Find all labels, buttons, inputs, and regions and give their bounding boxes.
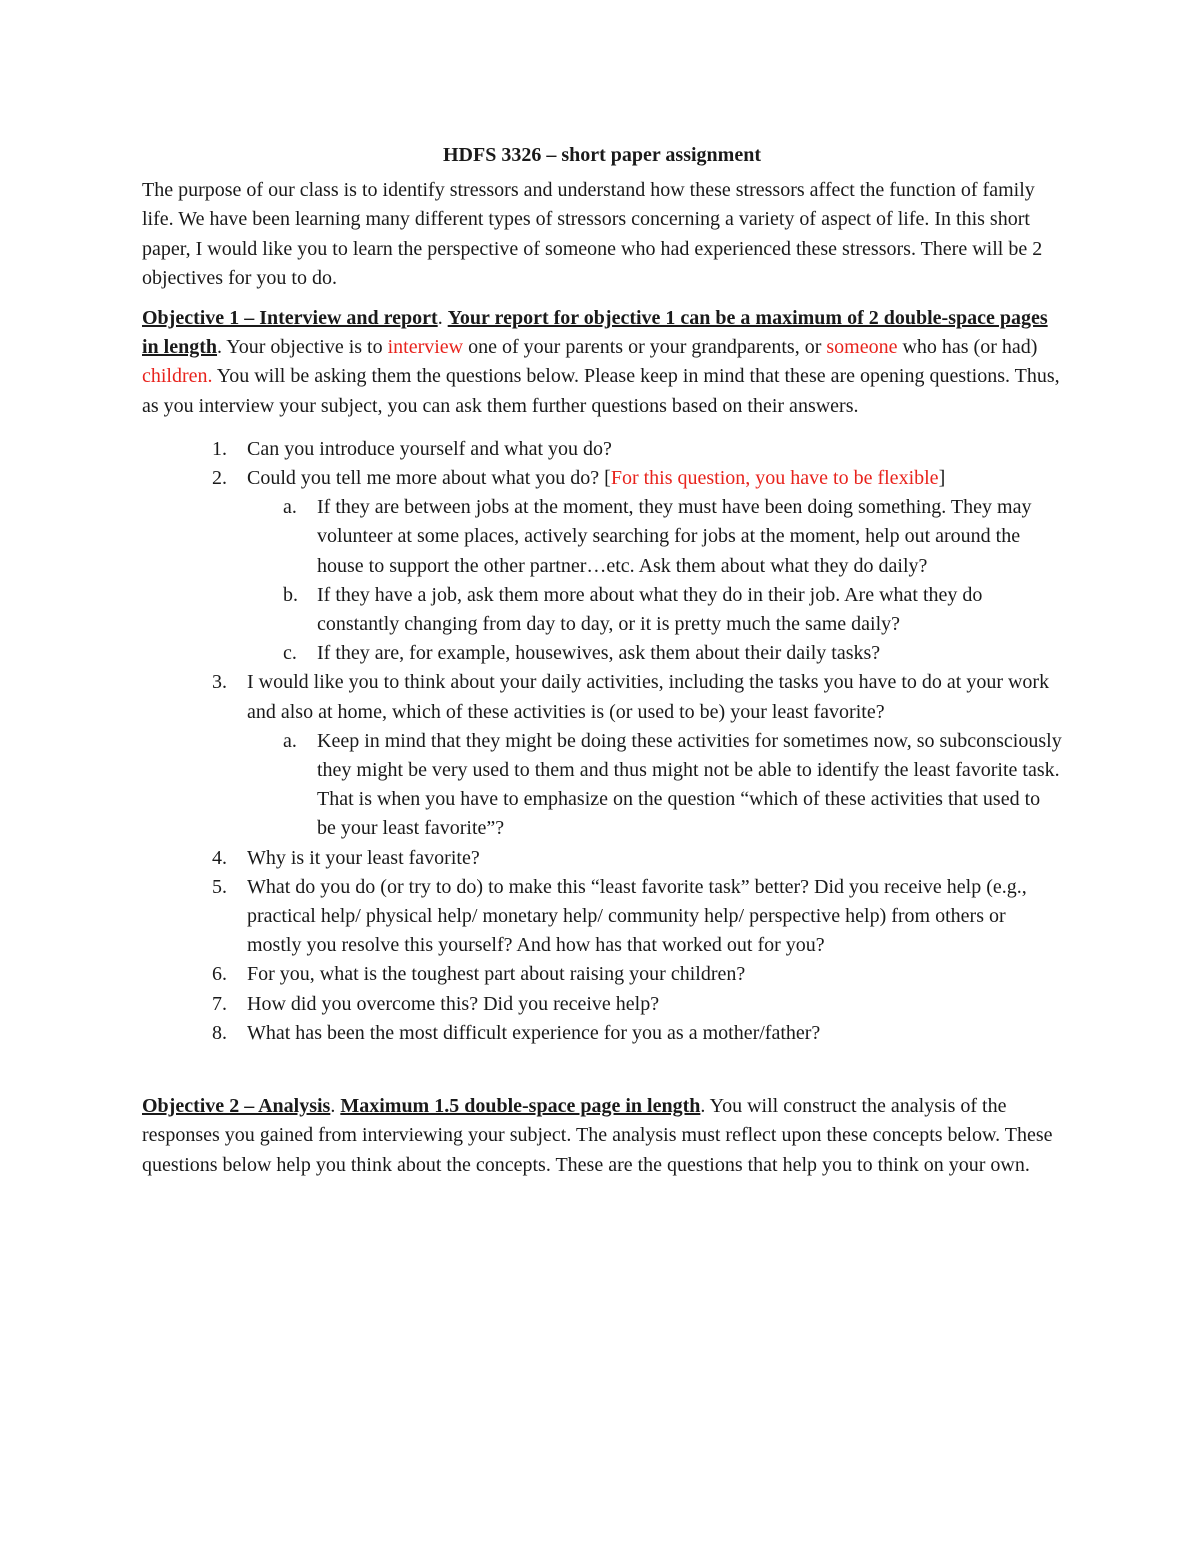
- intro-paragraph: The purpose of our class is to identify stressors and understand how these stressors affect the function of family life. We have been learning many different types of stressors concerning a variety of aspect of life. In this short paper, I would like you to learn the perspective of someone who had experienced these stressors. There will be 2 objectives for you to do.: [142, 179, 1043, 289]
- question-item: [142, 873, 1062, 961]
- document-page: [142, 141, 1062, 1180]
- sub-question-item: [247, 639, 1062, 668]
- sub-question-list: [247, 493, 1062, 668]
- question-item: [142, 960, 1062, 989]
- question-text: How did you overcome this? Did you receive help?: [247, 992, 660, 1015]
- question-item: [142, 464, 1062, 668]
- objective-1-text-d: You will be asking them the questions below. Please keep in mind that these are opening questions. Thus, as you interview your subject, you can ask them further questions based on their answers.: [142, 365, 1060, 417]
- objective-2-paragraph: [142, 1092, 1062, 1180]
- sub-question-text: If they have a job, ask them more about what they do in their job. Are what they do constantly changing from day to day, or it is pretty much the same daily?: [317, 583, 983, 636]
- objective-2-text: . You will construct the analysis of the responses you gained from interviewing your subject. The analysis must reflect upon these concepts below. These questions below help you think about the concepts. These are the questions that help you to think on your own.: [142, 1095, 1053, 1176]
- objective-1-requirement: Your report for objective 1 can be a maximum of 2 double-space pages in length: [142, 307, 1048, 359]
- sub-question-item: [247, 581, 1062, 639]
- question-note-highlight: For this question, you have to be flexible: [610, 467, 939, 490]
- objective-1-text-b: one of your parents or your grandparents, or: [463, 336, 827, 359]
- sub-question-letter: a.: [283, 496, 297, 519]
- page-title: HDFS 3326 – short paper assignment: [443, 144, 761, 166]
- question-item: [142, 990, 1062, 1019]
- question-number: 1.: [212, 437, 227, 460]
- objective-1-text-a: . Your objective is to: [217, 336, 388, 359]
- sub-question-item: [247, 493, 1062, 581]
- question-text: For you, what is the toughest part about raising your children?: [247, 963, 746, 986]
- question-item: [142, 668, 1062, 843]
- objective-2-separator: .: [330, 1095, 341, 1118]
- question-number: 3.: [212, 671, 227, 694]
- question-item: [142, 1019, 1062, 1048]
- question-text: Can you introduce yourself and what you do?: [247, 437, 612, 460]
- question-item: [142, 844, 1062, 873]
- sub-question-text: Keep in mind that they might be doing these activities for sometimes now, so subconsciously they might be very used to them and thus might not be able to identify the least favorite task. That is when you have to emphasize on the question “which of these activities that used to be your least favorite”?: [317, 729, 1062, 840]
- objective-1-text-c: who has (or had): [897, 336, 1038, 359]
- sub-question-letter: a.: [283, 729, 297, 752]
- objective-1-heading: Objective 1 – Interview and report: [142, 307, 438, 330]
- sub-question-letter: c.: [283, 642, 297, 665]
- question-number: 2.: [212, 467, 227, 490]
- question-number: 5.: [212, 875, 227, 898]
- objective-1-separator: .: [437, 307, 448, 330]
- objective-1-paragraph: [142, 304, 1062, 421]
- question-text: What has been the most difficult experience for you as a mother/father?: [247, 1021, 821, 1044]
- sub-question-list: [247, 727, 1062, 844]
- interview-questions-list: [142, 435, 1062, 1048]
- highlight-someone: someone: [826, 336, 898, 359]
- sub-question-item: [247, 727, 1062, 844]
- highlight-interview: interview: [387, 336, 464, 359]
- objective-2-requirement: Maximum 1.5 double-space page in length: [340, 1095, 701, 1118]
- question-text: Could you tell me more about what you do? [: [247, 467, 611, 490]
- question-note-close: ]: [938, 467, 946, 490]
- question-number: 4.: [212, 846, 227, 869]
- sub-question-text: If they are, for example, housewives, ask them about their daily tasks?: [317, 642, 881, 665]
- sub-question-text: If they are between jobs at the moment, they must have been doing something. They may volunteer at some places, actively searching for jobs at the moment, help out around the house to support the other partner…etc. Ask them about what they do daily?: [317, 496, 1032, 577]
- question-text: Why is it your least favorite?: [247, 846, 480, 869]
- question-number: 8.: [212, 1021, 227, 1044]
- sub-question-letter: b.: [283, 583, 298, 606]
- question-number: 6.: [212, 963, 227, 986]
- question-item: [142, 435, 1062, 464]
- question-text: What do you do (or try to do) to make this “least favorite task” better? Did you receive help (e.g., practical help/ physical help/ monetary help/ community help/ perspective help) from others or mostly you resolve this yourself? And how has that worked out for you?: [247, 875, 1027, 957]
- question-number: 7.: [212, 992, 227, 1015]
- highlight-children: children.: [142, 365, 213, 388]
- objective-2-heading: Objective 2 – Analysis: [142, 1095, 331, 1118]
- question-text: I would like you to think about your daily activities, including the tasks you have to do at your work and also at home, which of these activities is (or used to be) your least favorite?: [247, 671, 1050, 723]
